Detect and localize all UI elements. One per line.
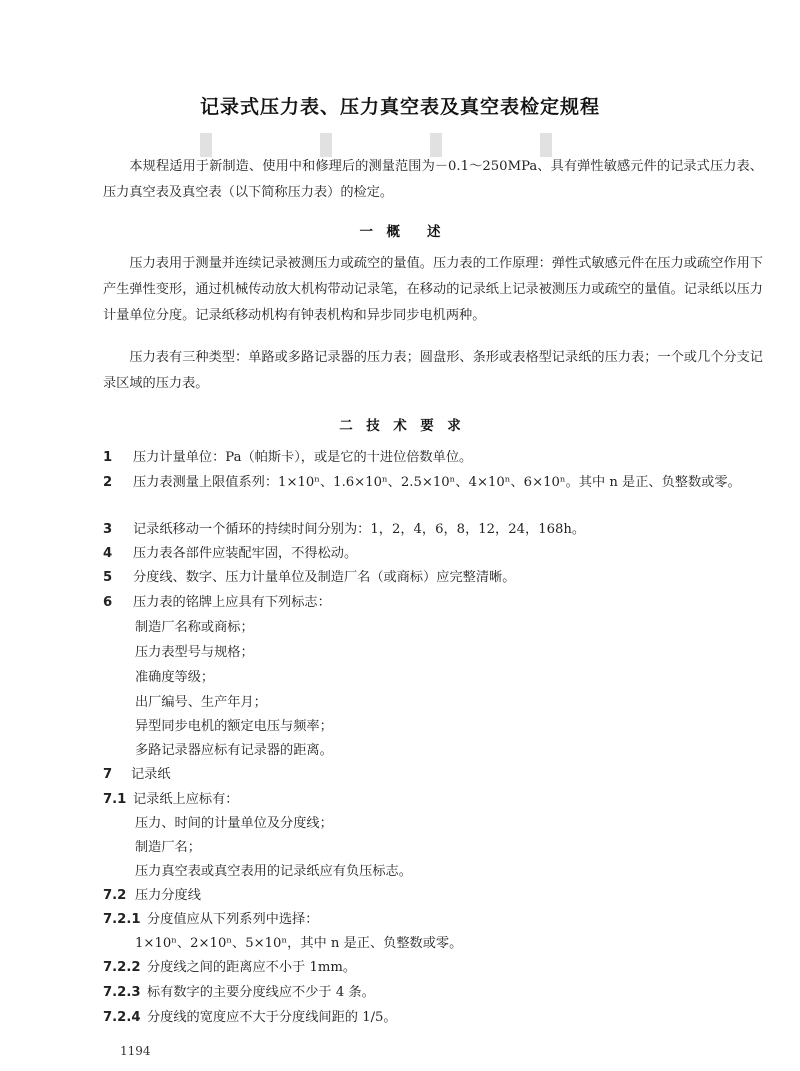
item-text: 分度线的宽度应不大于分度线间距的 1/5。 [147,1010,397,1025]
requirement-item [103,543,763,565]
item-number: 1 [103,450,113,465]
item-number: 7.1 [103,792,127,807]
section-1-paragraph-1: 压力表用于测量并连续记录被测压力或疏空的量值。压力表的工作原理：弹性式敏感元件在压力或疏空作用下产生弹性变形，通过机械传动放大机构带动记录笔，在移动的记录纸上记录被测压力或疏空的量值。记录纸以压力计量单位分度。记录纸移动机构有钟表机构和异步同步电机两种。 [103,256,763,323]
item-number: 4 [103,546,113,561]
item-number: 7.2 [103,888,127,903]
item-text: 分度线、数字、压力计量单位及制造厂名（或商标）应完整清晰。 [133,570,516,585]
requirement-item [103,567,763,589]
item-text: 分度线之间的距离应不小于 1mm。 [147,960,357,975]
section-2-heading: 二 技 术 要 求 [339,418,461,434]
requirement-item [103,1007,763,1029]
item-number: 7.2.2 [103,960,141,975]
requirement-item [103,982,763,1004]
marking-line: 压力表型号与规格； [135,645,254,660]
item-text: 压力表各部件应装配牢固，不得松动。 [133,546,358,561]
requirement-item [103,885,763,907]
requirement-item [103,471,763,495]
marking-line: 准确度等级； [135,670,215,685]
item-number: 7.2.4 [103,1010,141,1025]
requirement-item [103,909,763,931]
requirement-item [103,592,763,614]
item-text: 记录纸上应标有： [133,792,239,807]
item-number: 3 [103,522,113,537]
marking-line: 压力真空表或真空表用的记录纸应有负压标志。 [135,864,412,879]
item-number: 5 [103,570,113,585]
item-text: 分度值应从下列系列中选择： [147,912,319,927]
marking-line: 出厂编号、生产年月； [135,695,267,710]
marking-line: 1×10ⁿ、2×10ⁿ、5×10ⁿ，其中 n 是正、负整数或零。 [135,936,463,951]
intro-paragraph: 本规程适用于新制造、使用中和修理后的测量范围为－0.1～250MPa、具有弹性敏感元件的记录式压力表、压力真空表及真空表（以下简称压力表）的检定。 [103,159,763,200]
marking-line: 制造厂名； [135,840,201,855]
marking-line: 异型同步电机的额定电压与频率； [135,719,333,734]
item-number: 7.2.3 [103,985,141,1000]
requirement-item [103,447,763,469]
item-number: 7.2.1 [103,912,141,927]
item-text: 压力分度线 [135,888,201,903]
item-number: 7 [103,767,113,782]
requirement-item [103,519,763,541]
document-title: 记录式压力表、压力真空表及真空表检定规程 [199,96,600,118]
item-text: 标有数字的主要分度线应不少于 4 条。 [147,985,375,1000]
page-number: 1194 [120,1044,151,1058]
item-text: 压力计量单位：Pa（帕斯卡），或是它的十进位倍数单位。 [133,450,473,465]
marking-line: 制造厂名称或商标； [135,620,254,635]
marking-line: 多路记录器应标有记录器的距离。 [135,743,333,758]
item-number: 6 [103,595,113,610]
section-1-paragraph-2: 压力表有三种类型：单路或多路记录器的压力表；圆盘形、条形或表格型记录纸的压力表；一个或几个分支记录区域的压力表。 [103,350,763,391]
requirement-item [103,764,763,786]
requirement-item [103,789,763,811]
requirement-item [103,957,763,979]
section-1-heading: 一 概 述 [359,224,441,240]
item-text: 压力表测量上限值系列：1×10ⁿ、1.6×10ⁿ、2.5×10ⁿ、4×10ⁿ、6×10ⁿ。其中 n 是正、负整数或零。 [133,475,741,490]
item-number: 2 [103,475,113,490]
item-text: 压力表的铭牌上应具有下列标志： [133,595,331,610]
item-text: 记录纸 [131,767,171,782]
item-text: 记录纸移动一个循环的持续时间分别为：1，2，4，6，8，12，24，168h。 [133,522,586,537]
marking-line: 压力、时间的计量单位及分度线； [135,816,333,831]
